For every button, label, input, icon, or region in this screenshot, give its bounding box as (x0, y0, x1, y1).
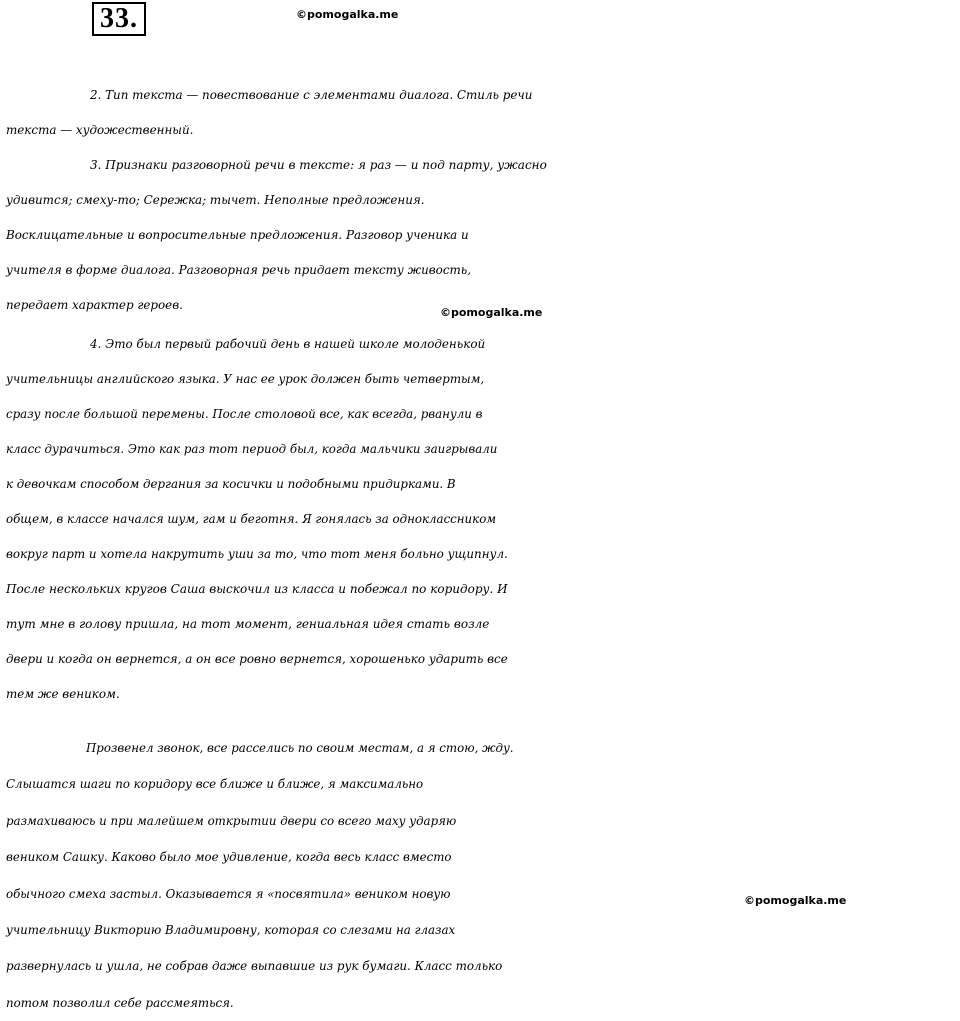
text-line: 3. Признаки разговорной речи в тексте: я раз — и под парту, ужасно (90, 158, 547, 172)
text-line: 2. Тип текста — повествование с элементами диалога. Стиль речи (90, 88, 533, 102)
watermark-top: ©pomogalka.me (296, 8, 399, 21)
text-line: учительницы английского языка. У нас ее урок должен быть четвертым, (6, 372, 485, 386)
text-line: учителя в форме диалога. Разговорная речь придает тексту живость, (6, 263, 472, 277)
text-line: обычного смеха застыл. Оказывается я «посвятила» веником новую (6, 886, 451, 901)
text-line: 4. Это был первый рабочий день в нашей школе молоденькой (90, 337, 486, 351)
text-line: развернулась и ушла, не собрав даже выпавшие из рук бумаги. Класс только (6, 959, 503, 974)
text-line: двери и когда он вернется, а он все ровно вернется, хорошенько ударить все (6, 652, 508, 666)
text-line: учительницу Викторию Владимировну, которая со слезами на глазах (6, 922, 456, 937)
text-line: потом позволил себе рассмеяться. (6, 995, 234, 1010)
paragraph-text-type (0, 78, 960, 148)
text-line: веником Сашку. Каково было мое удивление, когда весь класс вместо (6, 850, 452, 865)
watermark-middle: ©pomogalka.me (440, 306, 543, 319)
paragraph-speech-features (0, 148, 960, 323)
text-line: Восклицательные и вопросительные предложения. Разговор ученика и (6, 228, 469, 242)
text-line: После нескольких кругов Саша выскочил из класса и побежал по коридору. И (6, 582, 508, 596)
text-line: передает характер героев. (6, 298, 183, 312)
text-line: удивится; смеху-то; Сережка; тычет. Неполные предложения. (6, 193, 425, 207)
text-line: сразу после большой перемены. После столовой все, как всегда, рванули в (6, 407, 483, 421)
text-line: вокруг парт и хотела накрутить уши за то, что тот меня больно ущипнул. (6, 547, 508, 561)
text-line: общем, в классе начался шум, гам и беготня. Я гонялась за одноклассником (6, 512, 497, 526)
text-line: тут мне в голову пришла, на тот момент, гениальная идея стать возле (6, 617, 490, 631)
text-line: к девочкам способом дергания за косички и подобными придирками. В (6, 477, 456, 491)
exercise-number: 33. (92, 2, 146, 36)
text-line: текста — художественный. (6, 123, 194, 137)
text-line: класс дурачиться. Это как раз тот период был, когда мальчики заигрывали (6, 442, 498, 456)
text-line: Прозвенел звонок, все расселись по своим местам, а я стою, жду. (86, 741, 514, 755)
paragraph-story-part1 (0, 327, 960, 712)
paragraph-story-part2 (0, 730, 960, 1021)
text-line: Слышатся шаги по коридору все ближе и ближе, я максимально (6, 777, 424, 792)
text-line: тем же веником. (6, 687, 120, 701)
watermark-lower: ©pomogalka.me (744, 894, 847, 907)
text-line: размахиваюсь и при малейшем открытии двери со всего маху ударяю (6, 813, 457, 828)
